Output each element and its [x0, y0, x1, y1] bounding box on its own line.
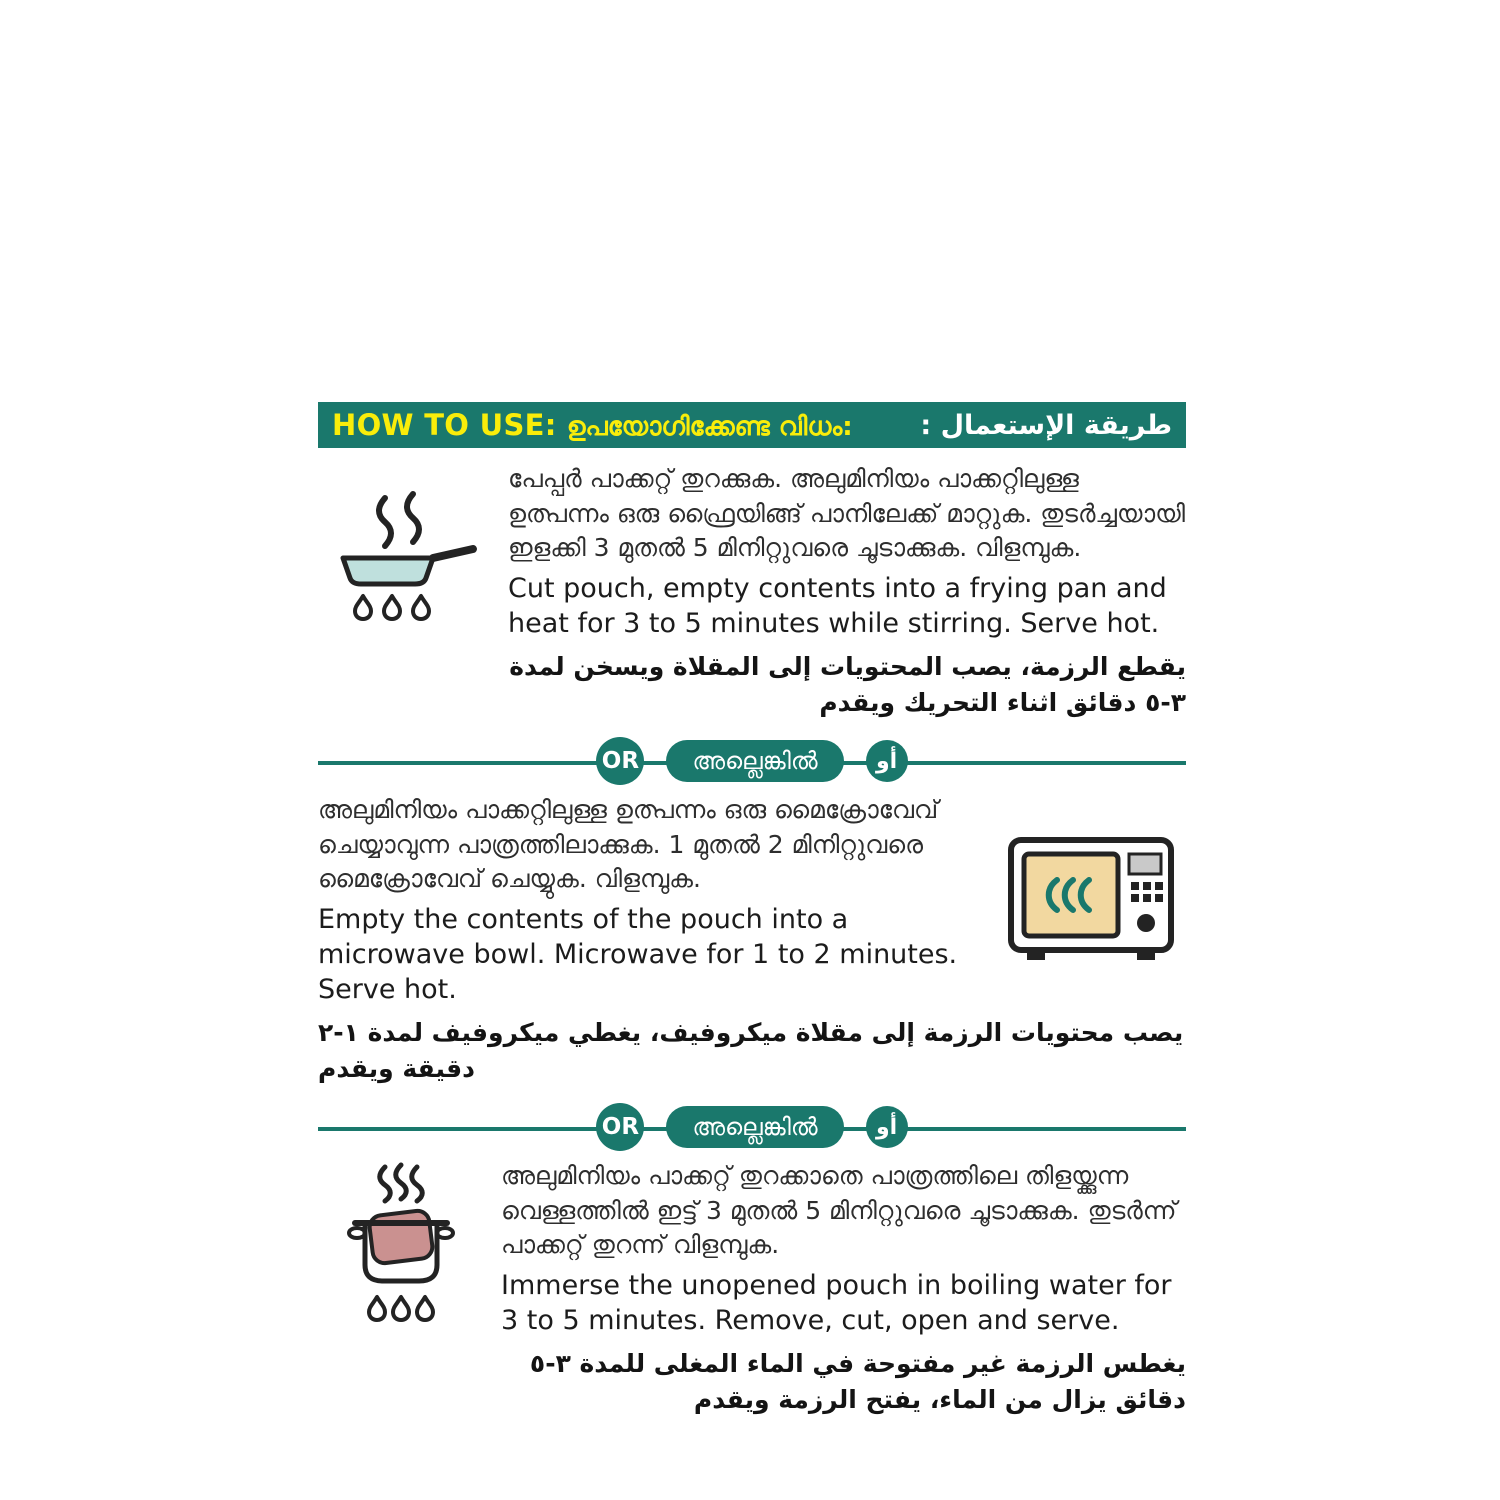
flames-icon: [355, 596, 429, 619]
step1-text-english: Cut pouch, empty contents into a frying pan and heat for 3 to 5 minutes while stirring. Serve hot.: [508, 572, 1167, 639]
microwave-icon: [1005, 830, 1177, 970]
step2-text-arabic: يصب محتويات الرزمة إلى مقلاة ميكروفيف، يغطي ميكروفيف لمدة ١-٢ دقيقة ويقدم: [318, 1017, 1184, 1084]
step3-text-arabic: يغطس الرزمة غير مفتوحة في الماء المغلى للمدة ٣-٥ دقائق يزال من الماء، يفتح الرزمة ويقدم: [529, 1349, 1186, 1415]
step-frying-pan: [318, 462, 1186, 721]
or-badge-english: OR: [596, 1103, 644, 1151]
step1-text-arabic: يقطع الرزمة، يصب المحتويات إلى المقلاة ويسخن لمدة ٣-٥ دقائق اثناء التحريك ويقدم: [509, 651, 1186, 717]
step-boiling-pot: [318, 1159, 1186, 1418]
step2-text-english: Empty the contents of the pouch into a microwave bowl. Microwave for 1 to 2 minutes. Serve hot.: [318, 903, 958, 1005]
or-badge-malayalam: അല്ലെങ്കിൽ: [666, 1106, 843, 1148]
boiling-pot-icon: [335, 1159, 467, 1337]
step3-text-english: Immerse the unopened pouch in boiling water for 3 to 5 minutes. Remove, cut, open and serve.: [501, 1269, 1172, 1337]
step3-text-malayalam: അലുമിനിയം പാക്കറ്റ് തുറക്കാതെ പാത്രത്തിലെ തിളയ്ക്കുന്ന വെള്ളത്തിൽ ഇട്ട് 3 മുതൽ 5 മിനിറ്റുവരെ ചൂടാക്കുക. തുടർന്ന് പാക്കറ്റ് തുറന്ന് വിളമ്പുക.: [501, 1161, 1177, 1260]
pan-body: [343, 558, 433, 584]
header-title-arabic: طريقة الإستعمال :: [920, 409, 1172, 441]
header-title-english: HOW TO USE:: [332, 407, 557, 442]
or-divider: [318, 1103, 1186, 1151]
frying-pan-icon: [329, 484, 479, 634]
header-title-malayalam: ഉപയോഗിക്കേണ്ട വിധം:: [566, 411, 853, 442]
how-to-use-panel: [318, 402, 1186, 1419]
pouch-in-pot: [368, 1210, 433, 1265]
microwave-window: [1024, 854, 1118, 936]
or-badge-arabic: أو: [866, 740, 908, 782]
flames-icon: [369, 1297, 433, 1320]
step-microwave: [318, 793, 1186, 1087]
step1-text-malayalam: പേപ്പർ പാക്കറ്റ് തുറക്കുക. അലുമിനിയം പാക്കറ്റിലുള്ള ഉത്പന്നം ഒരു ഫ്രൈയിങ്ങ് പാനിലേക്ക് മാറ്റുക. തുടർച്ചയായി ഇളക്കി 3 മുതൽ 5 മിനിറ്റുവരെ ചൂടാക്കുക. വിളമ്പുക.: [508, 464, 1186, 562]
pan-handle: [433, 549, 473, 558]
or-badge-english: OR: [596, 737, 644, 785]
steam-icon: [379, 1165, 422, 1201]
header-bar: [318, 402, 1186, 448]
or-badge-malayalam: അല്ലെങ്കിൽ: [666, 740, 843, 782]
header-title-left: [332, 408, 853, 443]
or-divider: [318, 737, 1186, 785]
steam-icon: [379, 494, 419, 546]
or-badge-arabic: أو: [866, 1106, 908, 1148]
step2-text-malayalam: അലുമിനിയം പാക്കറ്റിലുള്ള ഉത്പന്നം ഒരു മൈക്രോവേവ് ചെയ്യാവുന്ന പാത്രത്തിലാക്കുക. 1 മുതൽ 2 മിനിറ്റുവരെ മൈക്രോവേവ് ചെയ്യുക. വിളമ്പുക.: [318, 795, 939, 894]
